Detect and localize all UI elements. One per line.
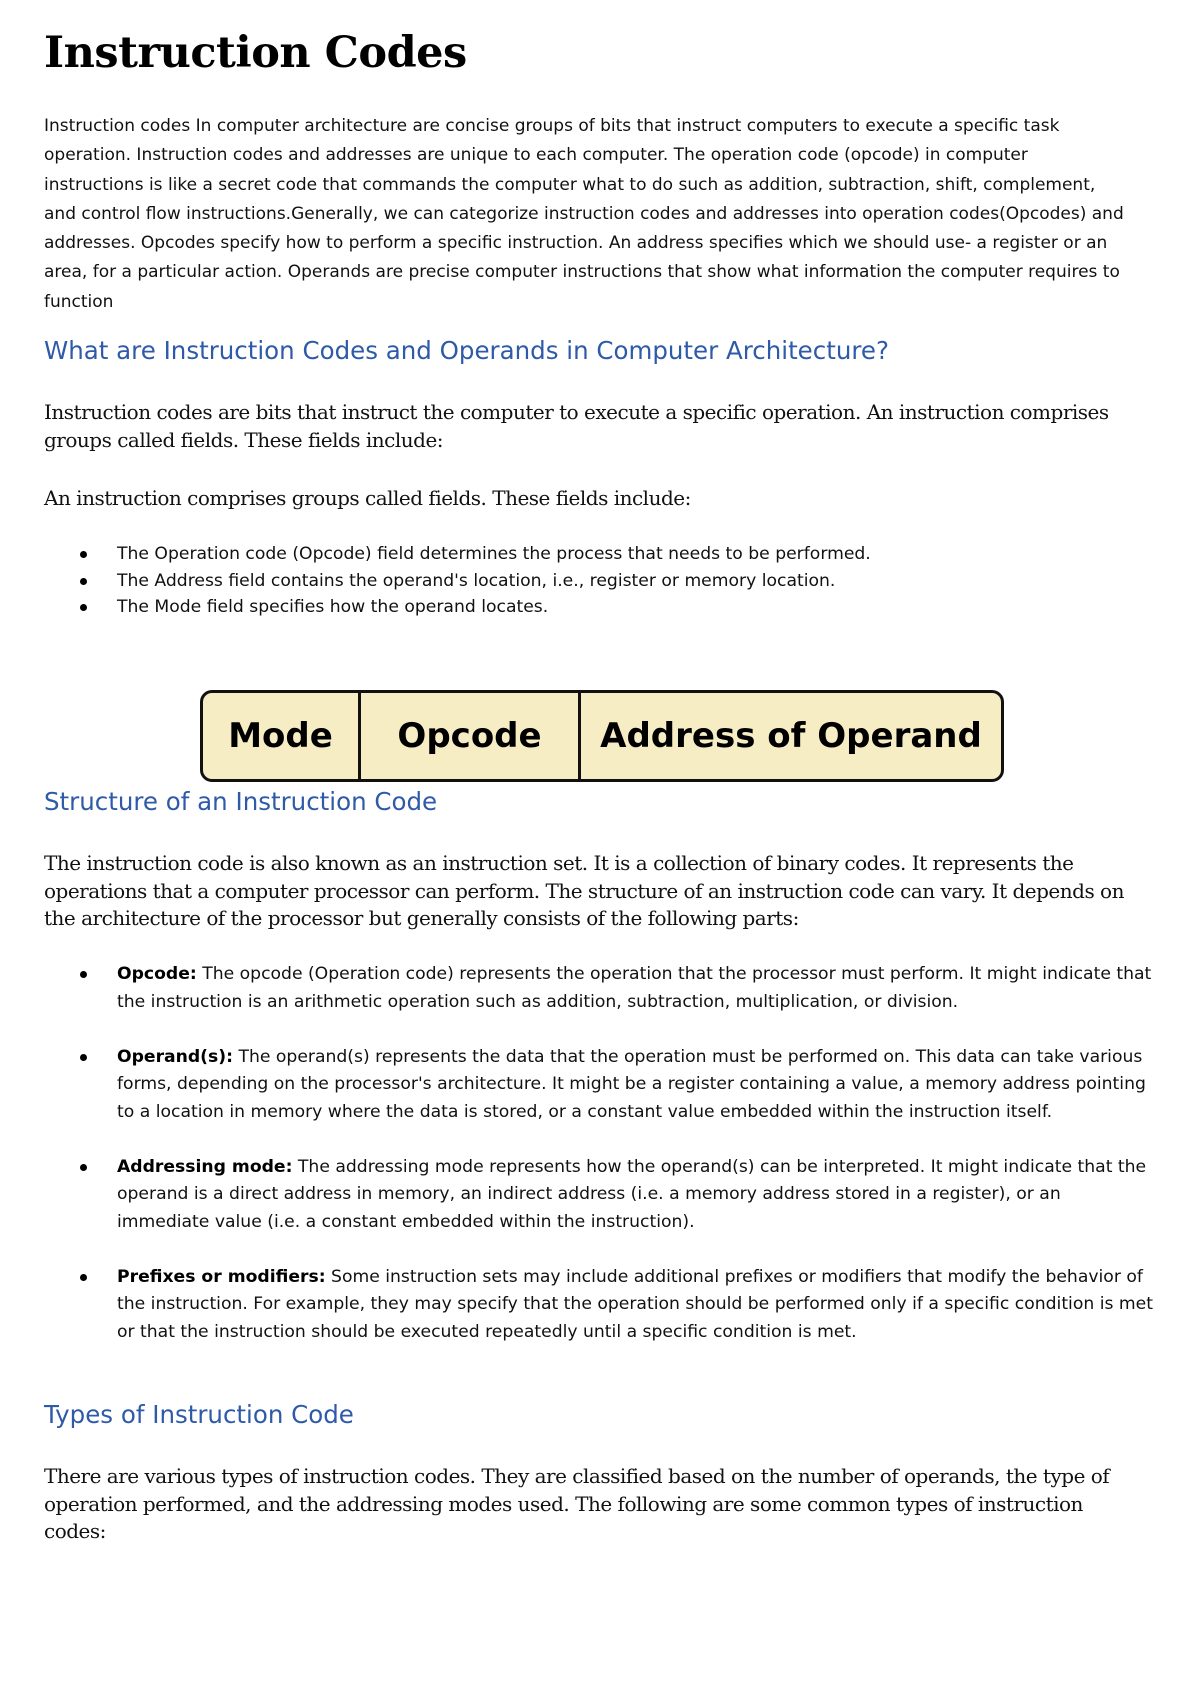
list-item: The Mode field specifies how the operand locates.	[44, 594, 1154, 621]
part-description: Some instruction sets may include additional prefixes or modifiers that modify the behavior of the instruction. For example, they may specify that the operation should be performed only if a specific condition is met or that the instruction should be executed repeatedly until a specific condition is met.	[117, 1266, 1153, 1342]
part-description: The operand(s) represents the data that the operation must be performed on. This data can take various forms, depending on the processor's architecture. It might be a register containing a value, a memory address pointing to a location in memory where the data is stored, or a constant value embedded within the instruction itself.	[117, 1046, 1146, 1122]
part-term: Operand(s):	[117, 1046, 233, 1067]
list-item: The Operation code (Opcode) field determines the process that needs to be performed.	[44, 541, 1154, 568]
list-item	[44, 961, 1154, 1016]
bullet-icon	[80, 578, 87, 585]
diagram-cell-mode: Mode	[203, 693, 361, 779]
instruction-parts-list	[44, 961, 1154, 1374]
section-heading-instruction-codes-operands: What are Instruction Codes and Operands in Computer Architecture?	[44, 336, 889, 365]
section3-paragraph: There are various types of instruction codes. They are classified based on the number of operands, the type of operation performed, and the addressing modes used. The following are some common types of instruction codes:	[44, 1464, 1110, 1544]
bullet-icon	[80, 1164, 87, 1171]
section-heading-types: Types of Instruction Code	[44, 1400, 354, 1429]
bullet-icon	[80, 604, 87, 611]
section1-paragraph-1: Instruction codes are bits that instruct the computer to execute a specific operation. An instruction comprises groups called fields. These fields include:	[44, 400, 1109, 452]
bullet-icon	[80, 971, 87, 978]
part-description: The addressing mode represents how the operand(s) can be interpreted. It might indicate that the operand is a direct address in memory, an indirect address (i.e. a memory address stored in a register), or an immediate value (i.e. a constant embedded within the instruction).	[117, 1156, 1147, 1232]
page-title: Instruction Codes	[44, 28, 467, 78]
list-item	[44, 1154, 1154, 1237]
part-term: Opcode:	[117, 964, 197, 984]
section2-paragraph: The instruction code is also known as an instruction set. It is a collection of binary codes. It represents the operations that a computer processor can perform. The structure of an instruction code can vary. It depends on the architecture of the processor but generally consists of the following parts:	[44, 851, 1124, 931]
part-term: Prefixes or modifiers:	[117, 1266, 326, 1287]
part-term: Addressing mode:	[117, 1156, 293, 1177]
section-heading-structure: Structure of an Instruction Code	[44, 787, 438, 816]
list-item: The Address field contains the operand's location, i.e., register or memory location.	[44, 568, 1154, 595]
list-item	[44, 1044, 1154, 1127]
bullet-icon	[80, 1274, 87, 1281]
bullet-icon	[80, 1054, 87, 1061]
part-description: The opcode (Operation code) represents the operation that the processor must perform. It might indicate that the instruction is an arithmetic operation such as addition, subtraction, multiplication, or division.	[117, 964, 1152, 1012]
intro-paragraph: Instruction codes In computer architecture are concise groups of bits that instruct computers to execute a specific task operation. Instruction codes and addresses are unique to each computer. The operation code (opcode) in computer instructions is like a secret code that commands the computer what to do such as addition, subtraction, shift, complement, and control flow instructions.Generally, we can categorize instruction codes and addresses into operation codes(Opcodes) and addresses. Opcodes specify how to perform a specific instruction. An address specifies which we should use- a register or an area, for a particular action. Operands are precise computer instructions that show what information the computer requires to function	[44, 116, 1124, 312]
list-item	[44, 1264, 1154, 1347]
instruction-format-diagram	[200, 690, 1004, 782]
fields-list	[44, 541, 1154, 621]
diagram-cell-address-of-operand: Address of Operand	[600, 716, 982, 756]
bullet-icon	[80, 551, 87, 558]
section1-paragraph-2: An instruction comprises groups called fields. These fields include:	[44, 486, 691, 510]
diagram-cell-opcode: Opcode	[361, 693, 581, 779]
